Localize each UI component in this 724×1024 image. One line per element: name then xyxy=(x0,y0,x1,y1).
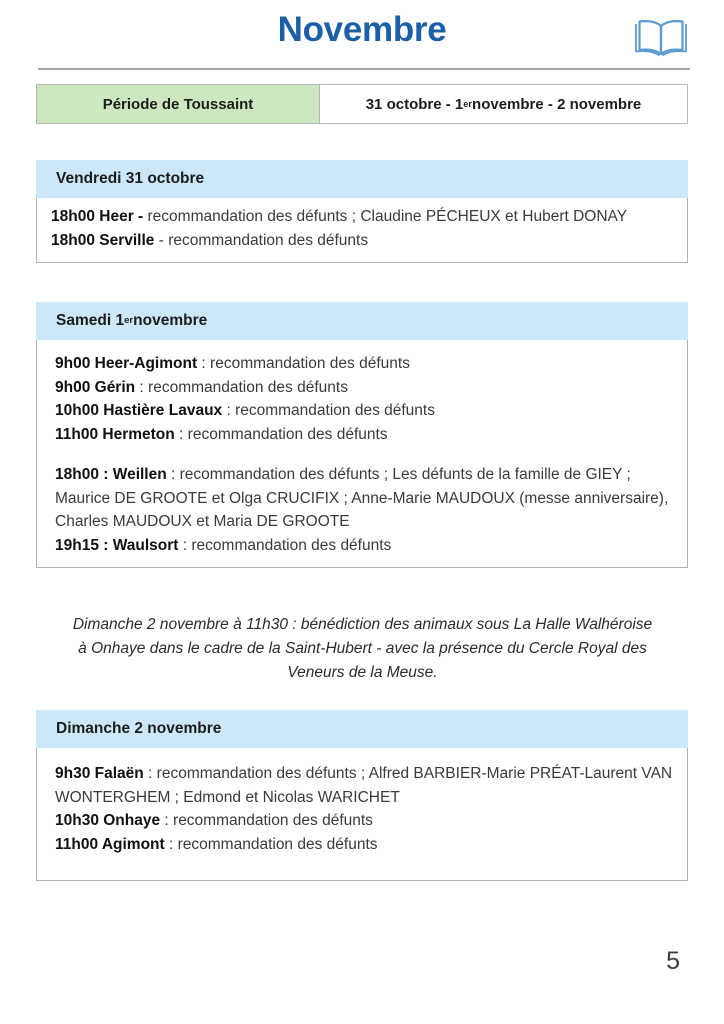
day-header-text: Dimanche 2 novembre xyxy=(56,720,222,737)
mass-entry-detail: recommandation des défunts ; Claudine PÉCHEUX et Hubert DONAY xyxy=(143,208,628,225)
mass-entry xyxy=(51,205,673,229)
header-divider xyxy=(38,68,690,70)
day-body-sunday xyxy=(36,748,688,881)
day-header-text: Samedi 1 xyxy=(56,312,125,329)
mass-entry xyxy=(51,833,673,857)
mass-entry-time: 11h00 Agimont xyxy=(55,835,165,853)
mass-entry xyxy=(51,376,673,400)
mass-entry xyxy=(51,423,673,447)
mass-entry xyxy=(51,352,673,376)
day-block-sunday xyxy=(36,710,688,881)
day-header-text: Vendredi 31 octobre xyxy=(56,170,205,187)
mass-entry-detail: : recommandation des défunts xyxy=(160,812,373,830)
period-dates-prefix: 31 octobre - 1 xyxy=(365,95,464,113)
mass-entry-detail: : recommandation des défunts xyxy=(174,425,388,443)
mass-entry-time: 18h00 : Weillen xyxy=(55,466,167,484)
day-block-saturday xyxy=(36,302,688,568)
day-header-sunday xyxy=(36,710,688,748)
day-body-saturday xyxy=(36,340,688,568)
day-body-friday xyxy=(36,198,688,263)
mass-entry-time: 10h30 Onhaye xyxy=(55,812,161,830)
day-block-friday xyxy=(36,160,688,263)
mass-entry-detail: - recommandation des défunts xyxy=(154,231,369,249)
day-header-saturday: Samedi 1 er novembre xyxy=(36,302,688,340)
period-dates-suffix: novembre - 2 novembre xyxy=(472,95,642,113)
page-header xyxy=(0,0,724,72)
mass-entry-time: 9h00 Heer-Agimont xyxy=(55,355,198,372)
mass-entry-detail: : recommandation des défunts ; Alfred BARBIER-Marie PRÉAT-Laurent VAN WONTERGHEM ; Edmond et Nicolas WARICHET xyxy=(55,765,673,806)
mass-entry-time: 9h00 Gérin xyxy=(55,378,136,396)
mass-entry-time: 19h15 : Waulsort xyxy=(55,536,179,554)
mass-entry-detail: : recommandation des défunts xyxy=(222,402,435,420)
mass-entry-time: 18h00 Heer - xyxy=(51,208,144,225)
mass-entry-detail: : recommandation des défunts xyxy=(178,536,392,554)
mass-entry-detail: : recommandation des défunts xyxy=(164,835,378,853)
mass-entry-detail: : recommandation des défunts ; Les défunts de la famille de GIEY ; Maurice DE GROOTE et Olga CRUCIFIX ; Anne-Marie MAUDOUX (messe anniversaire), Charles MAUDOUX et Maria DE GROOTE xyxy=(55,466,669,531)
entry-spacer xyxy=(51,446,673,463)
mass-entry-detail: : recommandation des défunts xyxy=(135,378,348,396)
mass-entry xyxy=(51,229,673,253)
page-title: Novembre xyxy=(277,10,447,49)
mass-entry-time: 18h00 Serville xyxy=(51,231,155,249)
day-header-suffix: novembre xyxy=(133,312,208,329)
period-dates: 31 octobre - 1 er novembre - 2 novembre xyxy=(320,84,688,124)
mass-entry-time: 11h00 Hermeton xyxy=(55,425,175,443)
open-book-icon xyxy=(630,16,692,60)
mass-entry xyxy=(51,762,673,809)
mass-entry-time: 10h00 Hastière Lavaux xyxy=(55,402,223,420)
mass-entry-time: 9h30 Falaën xyxy=(55,765,144,782)
page-number: 5 xyxy=(666,947,680,975)
mass-entry xyxy=(51,809,673,833)
day-header-friday xyxy=(36,160,688,198)
mass-entry xyxy=(51,534,673,558)
period-label: Période de Toussaint xyxy=(36,84,320,124)
period-bar xyxy=(36,84,688,124)
mass-entry xyxy=(51,399,673,423)
mass-entry xyxy=(51,463,673,534)
special-event-note: Dimanche 2 novembre à 11h30 : bénédiction des animaux sous La Halle Walhéroise à Onhaye dans le cadre de la Saint-Hubert - avec la présence du Cercle Royal des Veneurs de la Meuse. xyxy=(72,616,653,682)
mass-entry-detail: : recommandation des défunts xyxy=(197,355,410,372)
